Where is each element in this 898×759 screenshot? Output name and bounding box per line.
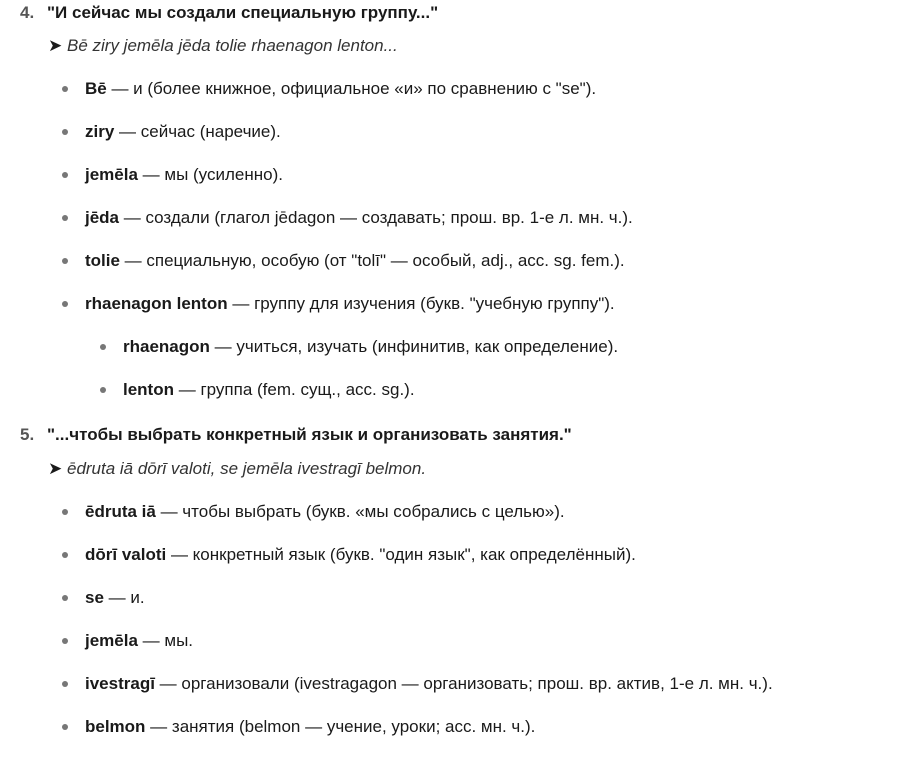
list-item — [0, 490, 898, 533]
definition: — занятия (belmon — учение, уроки; acc. мн. ч.). — [145, 717, 536, 736]
definition: — и. — [103, 588, 145, 607]
term: jemēla — [85, 165, 138, 184]
definition: — учиться, изучать (инфинитив, как определение). — [209, 337, 619, 356]
definition: — чтобы выбрать (букв. «мы собрались с целью»). — [155, 502, 565, 521]
list-item — [0, 67, 898, 110]
bullet-icon — [62, 301, 68, 307]
definition: — мы. — [137, 631, 194, 650]
list-item — [0, 153, 898, 196]
transliteration — [0, 459, 898, 479]
heading-text: "...чтобы выбрать конкретный язык и организовать занятия." — [47, 425, 572, 444]
list-item — [0, 662, 898, 705]
definition: — мы (усиленно). — [137, 165, 283, 184]
definition: — группу для изучения (букв. "учебную группу"). — [227, 294, 615, 313]
term: jēda — [85, 208, 120, 227]
term: rhaenagon lenton — [85, 294, 228, 313]
list-item — [0, 239, 898, 282]
bullet-icon — [62, 509, 68, 515]
bullet-icon — [62, 258, 68, 264]
nested-list-item — [0, 368, 898, 411]
list-number: 4. — [20, 3, 35, 22]
transliteration — [0, 26, 898, 67]
bullet-icon — [62, 86, 68, 92]
translit-text: ēdruta iā dōrī valoti, se jemēla ivestragī belmon. — [66, 459, 427, 478]
term: ivestragī — [85, 674, 155, 693]
list-item — [0, 576, 898, 619]
definition: — специальную, особую (от "tolī" — особый, adj., acc. sg. fem.). — [119, 251, 625, 270]
bullet-icon — [62, 595, 68, 601]
term: lenton — [123, 380, 174, 399]
definition: — группа (fem. сущ., acc. sg.). — [174, 380, 415, 399]
list-item — [0, 196, 898, 239]
nested-list-item — [0, 325, 898, 368]
term: jemēla — [85, 631, 138, 650]
bullet-icon — [62, 681, 68, 687]
term: dōrī valoti — [85, 545, 167, 564]
heading-text: "И сейчас мы создали специальную группу..." — [47, 3, 439, 22]
bullet-icon — [62, 215, 68, 221]
list-item — [0, 282, 898, 325]
list-item — [0, 619, 898, 662]
term: ēdruta iā — [85, 502, 156, 521]
section-heading — [0, 0, 898, 26]
definition: — сейчас (наречие). — [114, 122, 281, 141]
term: Bē — [85, 79, 107, 98]
term: ziry — [85, 122, 115, 141]
arrow-icon: ➤ — [48, 36, 63, 55]
list-item — [0, 705, 898, 748]
term: belmon — [85, 717, 146, 736]
section-heading — [0, 411, 898, 459]
bullet-icon — [62, 724, 68, 730]
term: tolie — [85, 251, 120, 270]
definition: — организовали (ivestragagon — организовать; прош. вр. актив, 1-е л. мн. ч.). — [154, 674, 773, 693]
bullet-icon — [100, 344, 106, 350]
definition: — создали (глагол jēdagon — создавать; прош. вр. 1-е л. мн. ч.). — [119, 208, 633, 227]
list-item — [0, 533, 898, 576]
bullet-icon — [100, 387, 106, 393]
list-item — [0, 110, 898, 153]
translit-text: Bē ziry jemēla jēda tolie rhaenagon lenton... — [66, 36, 398, 55]
term: se — [85, 588, 104, 607]
term: rhaenagon — [123, 337, 210, 356]
bullet-icon — [62, 172, 68, 178]
definition: — конкретный язык (букв. "один язык", как определённый). — [166, 545, 636, 564]
list-number: 5. — [20, 425, 35, 444]
definition: — и (более книжное, официальное «и» по сравнению с "se"). — [106, 79, 597, 98]
bullet-icon — [62, 129, 68, 135]
arrow-icon: ➤ — [48, 459, 63, 478]
bullet-icon — [62, 552, 68, 558]
bullet-icon — [62, 638, 68, 644]
